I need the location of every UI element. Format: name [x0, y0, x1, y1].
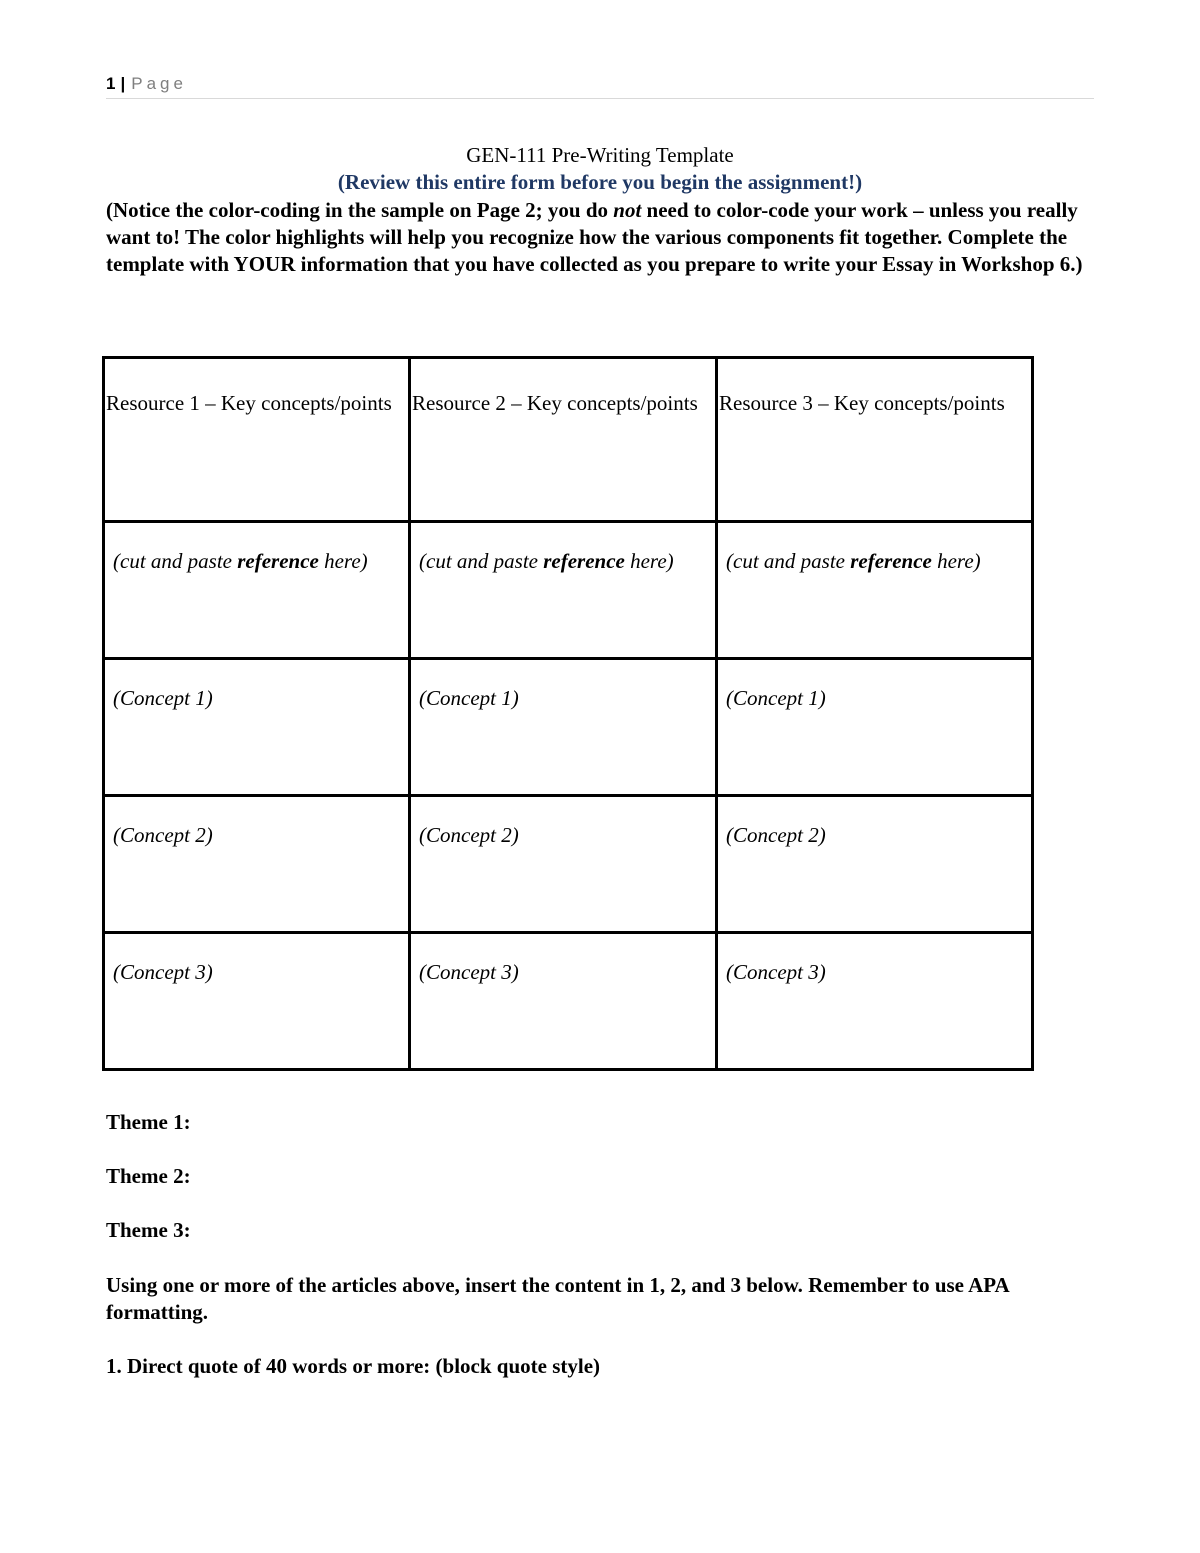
resource-2-concept-3-cell[interactable]	[410, 933, 717, 1070]
header-separator: |	[120, 74, 126, 93]
reference-placeholder	[718, 523, 1031, 574]
resource-2-reference-cell[interactable]	[410, 522, 717, 659]
concept-placeholder: (Concept 3)	[113, 960, 213, 984]
reference-placeholder	[105, 523, 408, 574]
notice-emphasis: not	[613, 198, 642, 222]
reference-prefix: (cut and paste	[113, 549, 238, 573]
concept-placeholder: (Concept 2)	[419, 823, 519, 847]
page-number: 1	[106, 74, 116, 93]
concept-placeholder: (Concept 3)	[419, 960, 519, 984]
reference-suffix: here)	[931, 549, 981, 573]
reference-bold: reference	[237, 549, 319, 573]
resource-1-reference-cell[interactable]	[104, 522, 410, 659]
page-label: Page	[131, 74, 187, 93]
resource-2-header: Resource 2 – Key concepts/points	[412, 391, 698, 415]
theme-1-label: Theme 1:	[106, 1110, 191, 1134]
resource-2-concept-2-cell[interactable]	[410, 796, 717, 933]
instructions-paragraph: Using one or more of the articles above, insert the content in 1, 2, and 3 below. Remember to use APA formatting.	[106, 1273, 1009, 1324]
resource-1-concept-3-cell[interactable]	[104, 933, 410, 1070]
table-header-row	[104, 358, 1033, 522]
resource-1-concept-2-cell[interactable]	[104, 796, 410, 933]
reference-row	[104, 522, 1033, 659]
reference-prefix: (cut and paste	[726, 549, 851, 573]
reference-suffix: here)	[624, 549, 674, 573]
resource-2-header-cell[interactable]	[410, 358, 717, 522]
notice-text-start: (Notice the color-coding in the sample on Page 2; you do	[106, 198, 614, 222]
page-header	[106, 74, 1094, 99]
resource-3-concept-3-cell[interactable]	[717, 933, 1033, 1070]
document-subtitle: (Review this entire form before you begin the assignment!)	[337, 170, 863, 194]
concept-1-row	[104, 659, 1033, 796]
resource-1-header-cell[interactable]	[104, 358, 410, 522]
resource-2-concept-1-cell[interactable]	[410, 659, 717, 796]
concept-placeholder: (Concept 3)	[726, 960, 826, 984]
resource-3-header-cell[interactable]	[717, 358, 1033, 522]
resource-3-concept-1-cell[interactable]	[717, 659, 1033, 796]
concept-placeholder: (Concept 2)	[113, 823, 213, 847]
notice-text-end: need to color-code your work – unless you really want to! The color highlights will help you recognize how the various components fit together. Complete the template with YOUR information that you have collected as you prepare to write your Essay in Workshop 6.)	[106, 198, 1083, 276]
concept-placeholder: (Concept 1)	[419, 686, 519, 710]
item-1-direct-quote: 1. Direct quote of 40 words or more: (block quote style)	[106, 1354, 601, 1378]
resource-1-concept-1-cell[interactable]	[104, 659, 410, 796]
resource-table	[102, 356, 1034, 1071]
theme-2-label: Theme 2:	[106, 1164, 191, 1188]
reference-placeholder	[411, 523, 715, 574]
reference-suffix: here)	[318, 549, 368, 573]
document-title: GEN-111 Pre-Writing Template	[466, 143, 734, 167]
concept-3-row	[104, 933, 1033, 1070]
resource-1-header: Resource 1 – Key concepts/points	[106, 391, 392, 415]
concept-placeholder: (Concept 1)	[726, 686, 826, 710]
concept-placeholder: (Concept 1)	[113, 686, 213, 710]
reference-prefix: (cut and paste	[419, 549, 544, 573]
notice-paragraph	[106, 197, 1098, 278]
concept-placeholder: (Concept 2)	[726, 823, 826, 847]
resource-3-reference-cell[interactable]	[717, 522, 1033, 659]
reference-bold: reference	[543, 549, 625, 573]
theme-3-label: Theme 3:	[106, 1218, 191, 1242]
resource-3-concept-2-cell[interactable]	[717, 796, 1033, 933]
concept-2-row	[104, 796, 1033, 933]
resource-3-header: Resource 3 – Key concepts/points	[719, 391, 1005, 415]
reference-bold: reference	[850, 549, 932, 573]
